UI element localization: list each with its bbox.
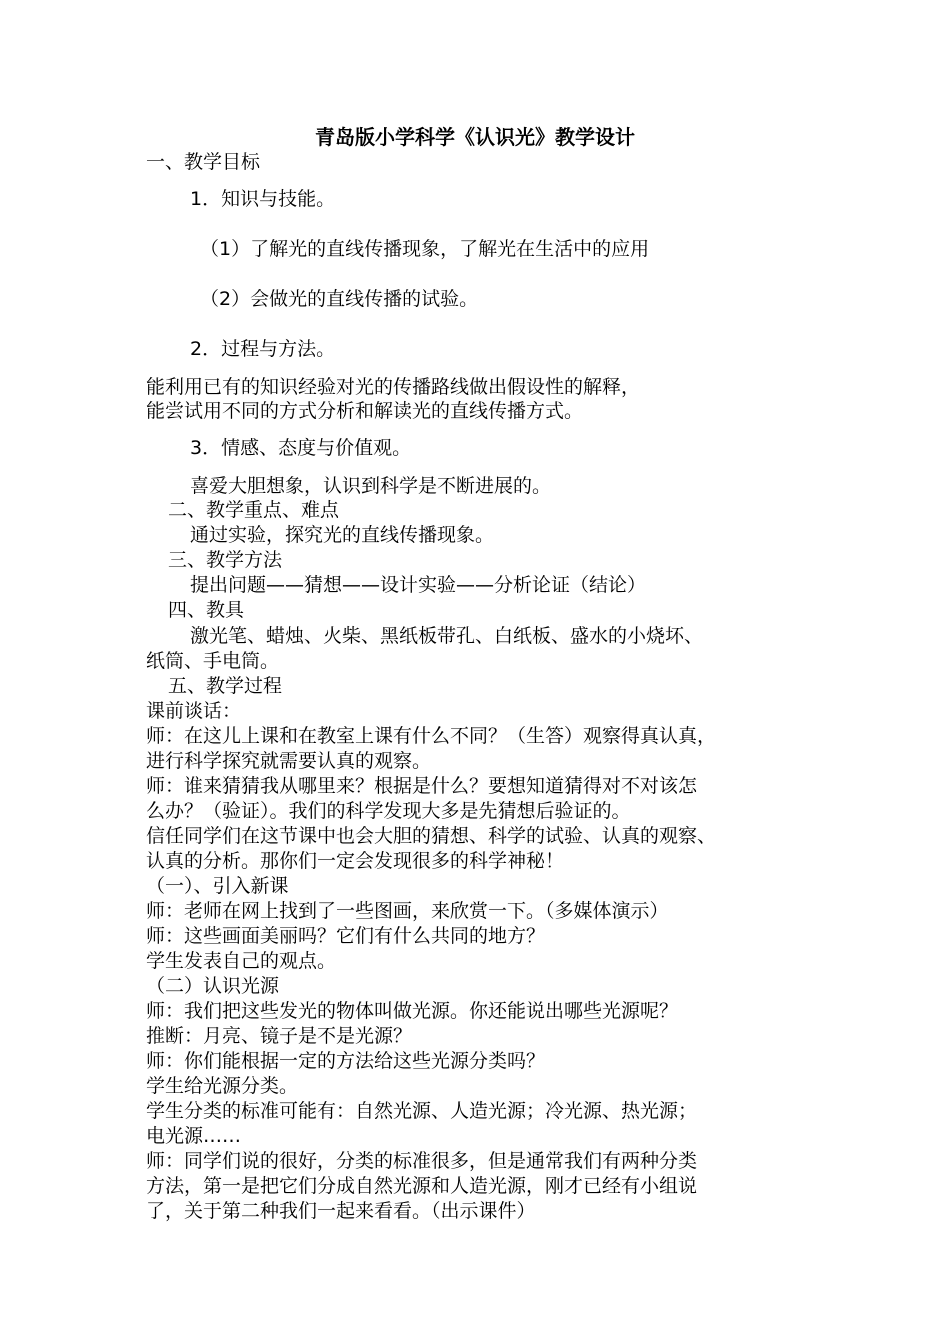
list-item: （1）了解光的直线传播现象，了解光在生活中的应用 — [200, 238, 650, 260]
section-heading: （二）认识光源 — [146, 975, 280, 997]
paragraph-line: 师：在这儿上课和在教室上课有什么不同？（生答）观察得真认真， — [146, 725, 717, 747]
paragraph-line: 师：你们能根据一定的方法给这些光源分类吗？ — [146, 1050, 546, 1072]
paragraph-line: 师：老师在网上找到了一些图画，来欣赏一下。（多媒体演示） — [146, 900, 669, 922]
paragraph-line: 进行科学探究就需要认真的观察。 — [146, 750, 432, 772]
paragraph-line: 师：同学们说的很好，分类的标准很多，但是通常我们有两种分类 — [146, 1150, 698, 1172]
paragraph-line: 信任同学们在这节课中也会大胆的猜想、科学的试验、认真的观察、 — [146, 825, 717, 847]
subsection-heading: 2．过程与方法。 — [190, 338, 336, 360]
paragraph-line: 学生分类的标准可能有：自然光源、人造光源；冷光源、热光源； — [146, 1100, 698, 1122]
section-heading: 三、教学方法 — [168, 549, 283, 571]
paragraph-line: 激光笔、蜡烛、火柴、黑纸板带孔、白纸板、盛水的小烧坏、 — [190, 625, 704, 647]
paragraph-line: 提出问题——猜想——设计实验——分析论证（结论） — [190, 574, 647, 596]
section-heading: 一、教学目标 — [146, 151, 261, 173]
paragraph-line: 电光源…… — [146, 1125, 242, 1147]
section-heading: 四、教具 — [168, 599, 245, 621]
paragraph-line: 通过实验，探究光的直线传播现象。 — [190, 524, 495, 546]
list-item: （2）会做光的直线传播的试验。 — [200, 288, 479, 310]
paragraph-line: 学生发表自己的观点。 — [146, 950, 337, 972]
paragraph-line: 师：我们把这些发光的物体叫做光源。你还能说出哪些光源呢？ — [146, 1000, 679, 1022]
paragraph-line: 纸筒、手电筒。 — [146, 650, 280, 672]
paragraph-line: 喜爱大胆想象，认识到科学是不断进展的。 — [190, 475, 552, 497]
paragraph-line: 认真的分析。那你们一定会发现很多的科学神秘！ — [146, 850, 565, 872]
paragraph-line: 能利用已有的知识经验对光的传播路线做出假设性的解释， — [146, 376, 641, 398]
document-title: 青岛版小学科学《认识光》教学设计 — [315, 125, 635, 149]
paragraph-line: 师：这些画面美丽吗？它们有什么共同的地方？ — [146, 925, 546, 947]
paragraph-line: 了，关于第二种我们一起来看看。（出示课件） — [146, 1200, 536, 1222]
paragraph-line: 方法，第一是把它们分成自然光源和人造光源，刚才已经有小组说 — [146, 1175, 698, 1197]
paragraph-line: 师：谁来猜猜我从哪里来？根据是什么？要想知道猜得对不对该怎 — [146, 775, 698, 797]
paragraph-line: 推断：月亮、镜子是不是光源？ — [146, 1025, 413, 1047]
section-heading: 二、教学重点、难点 — [168, 499, 340, 521]
section-heading: 五、教学过程 — [168, 675, 283, 697]
section-heading: （一）、引入新课 — [146, 875, 289, 897]
subsection-heading: 1．知识与技能。 — [190, 188, 336, 210]
subsection-heading: 3．情感、态度与价值观。 — [190, 437, 412, 459]
paragraph-line: 能尝试用不同的方式分析和解读光的直线传播方式。 — [146, 400, 584, 422]
paragraph-line: 课前谈话： — [146, 700, 242, 722]
paragraph-line: 学生给光源分类。 — [146, 1075, 299, 1097]
paragraph-line: 么办？（验证）。我们的科学发现大多是先猜想后验证的。 — [146, 800, 631, 822]
